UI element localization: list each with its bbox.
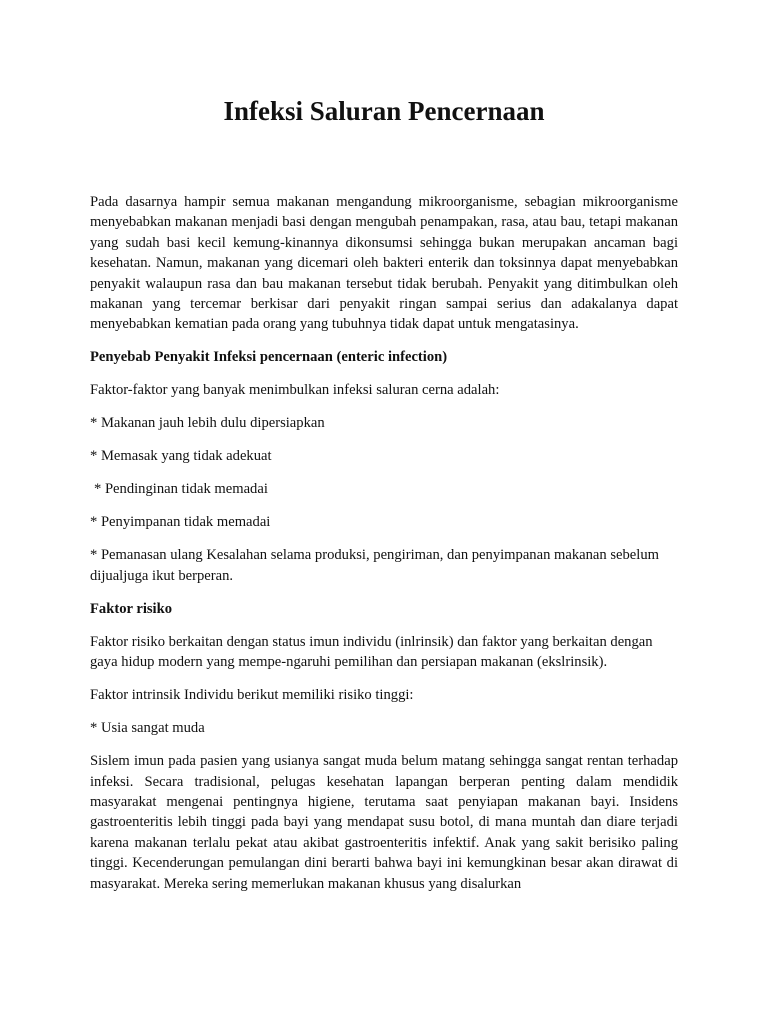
intrinsic-intro: Faktor intrinsik Individu berikut memiliki risiko tinggi: [90,687,414,704]
cause-item: * Penyimpanan tidak memadai [90,514,271,531]
cause-item: * Memasak yang tidak adekuat [90,448,272,465]
risk-paragraph: Faktor risiko berkaitan dengan status imun individu (inlrinsik) dan faktor yang berkaitan dengan gaya hidup modern yang mempe-ngaruhi pemilihan dan persiapan makanan (ekslrinsik). [90,633,653,671]
cause-item: * Pemanasan ulang Kesalahan selama produksi, pengiriman, dan penyimpanan makanan sebelum dijualjuga ikut berperan. [90,547,659,584]
causes-intro: Faktor-faktor yang banyak menimbulkan infeksi saluran cerna adalah: [90,382,500,399]
document-title: Infeksi Saluran Pencernaan [223,96,545,126]
intrinsic-item: * Usia sangat muda [90,720,205,737]
intrinsic-paragraph: Sislem imun pada pasien yang usianya sangat muda belum matang sehingga sangat rentan terhadap infeksi. Secara tradisional, pelugas kesehatan lapangan berperan penting dalam mendidik masyarakat mengenai pentingnya higiene, terutama saat penyiapan makanan bayi. Insidens gastroenteritis lebih tinggi pada bayi yang mendapat susu botol, di mana muntah dan diare terjadi karena makanan terlalu pekat atau akibat gastroenteritis infektif. Anak yang sakit berisiko paling tinggi. Kecenderungan pemulangan dini berarti bahwa bayi ini kemungkinan besar akan dirawat di masyarakat. Mereka sering memerlukan makanan khusus yang disalurkan [90,753,678,892]
cause-item: * Pendinginan tidak memadai [94,481,268,498]
risk-heading: Faktor risiko [90,600,173,617]
causes-heading: Penyebab Penyakit Infeksi pencernaan (enteric infection) [90,349,448,366]
document-body [90,192,678,907]
cause-item: * Makanan jauh lebih dulu dipersiapkan [90,415,325,432]
intro-paragraph: Pada dasarnya hampir semua makanan mengandung mikroorganisme, sebagian mikroorganisme menyebabkan makanan menjadi basi dengan mengubah penampakan, rasa, atau bau, tetapi makanan yang sudah basi kecil kemung-kinannya dikonsumsi sehingga bukan merupakan ancaman bagi kesehatan. Namun, makanan yang dicemari oleh bakteri enterik dan toksinnya dapat menyebabkan penyakit walaupun rasa dan bau makanan tersebut tidak berubah. Penyakit yang ditimbulkan oleh makanan yang tercemar berkisar dari penyakit ringan sampai serius dan adakalanya dapat menyebabkan kematian pada orang yang tubuhnya tidak dapat untuk mengatasinya. [90,194,678,333]
